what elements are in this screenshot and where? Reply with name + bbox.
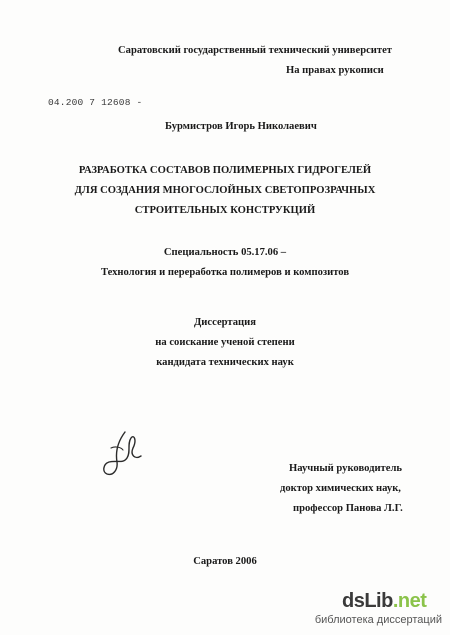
dissertation-label: Диссертация [194,317,256,328]
handwritten-signature [97,428,145,480]
watermark-subtitle: библиотека диссертаций [314,614,442,626]
degree-line-2: кандидата технических наук [156,357,294,368]
supervisor-name: профессор Панова Л.Г. [293,503,403,514]
university-name: Саратовский государственный технический университет [118,45,393,56]
author-name: Бурмистров Игорь Николаевич [165,121,317,132]
logo-tld-text: .net [392,590,427,612]
supervisor-degree: доктор химических наук, [280,483,401,494]
degree-line-1: на соискание ученой степени [155,337,295,348]
logo-main-text: dsLib [342,590,393,612]
title-line-3: СТРОИТЕЛЬНЫХ КОНСТРУКЦИЙ [134,205,316,216]
specialty-code: Специальность 05.17.06 – [163,247,287,258]
dslib-logo [342,590,426,613]
manuscript-rights: На правах рукописи [286,65,384,76]
title-line-1: РАЗРАБОТКА СОСТАВОВ ПОЛИМЕРНЫХ ГИДРОГЕЛЕЙ [78,165,372,176]
library-stamp: 04.200 7 12608 - [48,97,143,108]
supervisor-label: Научный руководитель [289,463,402,474]
city-year: Саратов 2006 [193,556,257,567]
title-line-2: ДЛЯ СОЗДАНИЯ МНОГОСЛОЙНЫХ СВЕТОПРОЗРАЧНЫХ [74,185,376,196]
dslib-watermark[interactable] [297,590,442,630]
specialty-name: Технология и переработка полимеров и композитов [100,267,350,278]
